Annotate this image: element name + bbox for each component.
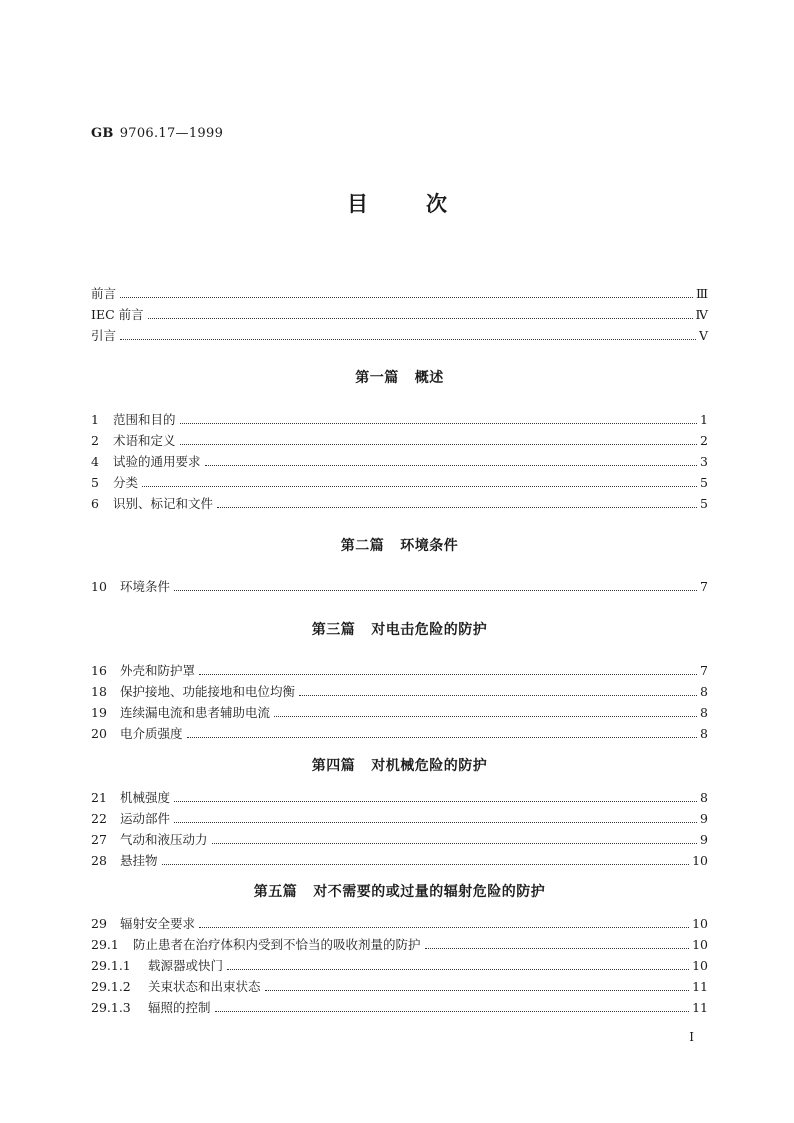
toc-entry[interactable] xyxy=(91,913,708,934)
toc-entry-number: 6 xyxy=(91,496,99,511)
leader-dots xyxy=(215,1011,690,1012)
standard-code xyxy=(91,126,223,141)
leader-dots xyxy=(274,716,697,717)
leader-dots xyxy=(162,864,690,865)
leader-dots xyxy=(174,822,697,823)
toc-entry-page: Ⅴ xyxy=(698,328,708,343)
leader-dots xyxy=(217,507,697,508)
toc-part-4 xyxy=(91,756,708,776)
toc-entry-label: 范围和目的 xyxy=(113,412,176,427)
toc-entry-page: 1 xyxy=(700,412,708,427)
toc-entry[interactable] xyxy=(91,955,708,976)
toc-entry[interactable] xyxy=(91,702,708,723)
toc-entry-page: 3 xyxy=(700,454,708,469)
toc-entry-page: 8 xyxy=(700,705,708,720)
toc-entry-label: IEC 前言 xyxy=(91,307,144,322)
toc-entry-label: 环境条件 xyxy=(120,579,171,594)
part-number: 第五篇 xyxy=(253,884,298,900)
part-name: 概述 xyxy=(414,370,444,386)
toc-entry-number: 19 xyxy=(91,705,107,720)
toc-entry[interactable] xyxy=(91,325,708,346)
toc-entry-page: 8 xyxy=(700,684,708,699)
toc-entry-number: 28 xyxy=(91,853,107,868)
toc-entry[interactable] xyxy=(91,304,708,325)
leader-dots xyxy=(187,737,697,738)
toc-entry-page: 7 xyxy=(700,579,708,594)
toc-entry-label: 机械强度 xyxy=(120,790,171,805)
toc-entry[interactable] xyxy=(91,723,708,744)
leader-dots xyxy=(425,948,690,949)
toc-entry-label: 辐射安全要求 xyxy=(120,916,196,931)
toc-entry-page: 9 xyxy=(700,811,708,826)
leader-dots xyxy=(180,444,697,445)
toc-entry-page: Ⅲ xyxy=(695,286,708,301)
toc-part-4-entries xyxy=(91,787,708,871)
toc-entry-label: 分类 xyxy=(113,475,139,490)
toc-entry-number: 29.1.1 xyxy=(91,958,131,973)
standard-number: 9706.17—1999 xyxy=(119,126,224,141)
toc-entry-label: 保护接地、功能接地和电位均衡 xyxy=(120,684,296,699)
leader-dots xyxy=(120,339,696,340)
toc-entry-number: 4 xyxy=(91,454,99,469)
toc-entry-label: 关束状态和出束状态 xyxy=(148,979,261,994)
toc-entry[interactable] xyxy=(91,283,708,304)
toc-entry-number: 16 xyxy=(91,663,107,678)
toc-entry-label: 气动和液压动力 xyxy=(120,832,208,847)
part-heading xyxy=(91,756,708,776)
leader-dots xyxy=(212,843,697,844)
toc-entry-number: 21 xyxy=(91,790,107,805)
toc-entry-label: 电介质强度 xyxy=(120,726,183,741)
toc-entry-label: 外壳和防护罩 xyxy=(120,663,196,678)
toc-entry[interactable] xyxy=(91,829,708,850)
toc-entry-page: 2 xyxy=(700,433,708,448)
toc-entry-number: 18 xyxy=(91,684,107,699)
leader-dots xyxy=(265,990,690,991)
toc-entry-number: 29.1.2 xyxy=(91,979,131,994)
toc-entry-label: 试验的通用要求 xyxy=(113,454,201,469)
toc-entry[interactable] xyxy=(91,493,708,514)
part-heading xyxy=(91,620,708,640)
part-heading xyxy=(91,882,708,902)
toc-entry-page: 10 xyxy=(692,958,708,973)
leader-dots xyxy=(174,590,697,591)
toc-entry-number: 22 xyxy=(91,811,107,826)
toc-entry-label: 载源器或快门 xyxy=(148,958,224,973)
toc-part-3 xyxy=(91,620,708,640)
toc-part-5 xyxy=(91,882,708,902)
toc-part-3-entries xyxy=(91,660,708,744)
toc-entry-number: 1 xyxy=(91,412,99,427)
part-name: 对机械危险的防护 xyxy=(371,758,488,774)
leader-dots xyxy=(199,927,689,928)
toc-entry[interactable] xyxy=(91,997,708,1018)
part-heading xyxy=(91,368,708,388)
toc-entry-label: 前言 xyxy=(91,286,117,301)
part-number: 第一篇 xyxy=(355,370,399,386)
leader-dots xyxy=(174,801,697,802)
toc-entry-number: 2 xyxy=(91,433,99,448)
toc-entry[interactable] xyxy=(91,850,708,871)
toc-entry-page: 10 xyxy=(692,937,708,952)
leader-dots xyxy=(120,297,693,298)
toc-entry-page: 10 xyxy=(692,916,708,931)
toc-entry-page: 8 xyxy=(700,790,708,805)
toc-entry[interactable] xyxy=(91,451,708,472)
toc-entry-number: 5 xyxy=(91,475,99,490)
toc-entry[interactable] xyxy=(91,660,708,681)
toc-entry[interactable] xyxy=(91,808,708,829)
toc-entry-page: 9 xyxy=(700,832,708,847)
toc-entry-label: 连续漏电流和患者辅助电流 xyxy=(120,705,271,720)
toc-entry-number: 29.1.3 xyxy=(91,1000,131,1015)
part-name: 对不需要的或过量的辐射危险的防护 xyxy=(313,884,546,900)
leader-dots xyxy=(299,695,697,696)
toc-entry[interactable] xyxy=(91,576,708,597)
toc-entry-page: 11 xyxy=(692,1000,708,1015)
toc-part-5-entries xyxy=(91,913,708,1018)
part-heading xyxy=(91,536,708,556)
toc-entry[interactable] xyxy=(91,934,708,955)
toc-front-matter xyxy=(91,283,708,346)
part-name: 对电击危险的防护 xyxy=(371,622,488,638)
toc-entry-page: 11 xyxy=(692,979,708,994)
toc-entry-label: 识别、标记和文件 xyxy=(113,496,214,511)
toc-part-2-entries xyxy=(91,576,708,597)
toc-entry-page: Ⅳ xyxy=(695,307,708,322)
toc-part-1 xyxy=(91,368,708,388)
toc-entry-label: 运动部件 xyxy=(120,811,171,826)
toc-entry-number: 10 xyxy=(91,579,107,594)
toc-entry-number: 27 xyxy=(91,832,107,847)
toc-entry-number: 20 xyxy=(91,726,107,741)
part-number: 第四篇 xyxy=(311,758,356,774)
part-number: 第三篇 xyxy=(311,622,356,638)
leader-dots xyxy=(199,674,697,675)
toc-entry-page: 8 xyxy=(700,726,708,741)
toc-part-2 xyxy=(91,536,708,556)
toc-entry-label: 防止患者在治疗体积内受到不恰当的吸收剂量的防护 xyxy=(133,937,421,952)
toc-entry[interactable] xyxy=(91,409,708,430)
toc-entry[interactable] xyxy=(91,681,708,702)
toc-entry-page: 5 xyxy=(700,475,708,490)
leader-dots xyxy=(180,423,697,424)
toc-entry-page: 7 xyxy=(700,663,708,678)
leader-dots xyxy=(205,465,697,466)
leader-dots xyxy=(227,969,689,970)
toc-entry-number: 29.1 xyxy=(91,937,119,952)
page-number: Ⅰ xyxy=(689,1030,694,1044)
part-number: 第二篇 xyxy=(340,538,385,554)
toc-entry[interactable] xyxy=(91,787,708,808)
leader-dots xyxy=(142,486,697,487)
toc-entry-label: 悬挂物 xyxy=(120,853,158,868)
toc-entry-label: 辐照的控制 xyxy=(148,1000,211,1015)
toc-entry-page: 10 xyxy=(692,853,708,868)
toc-part-1-entries xyxy=(91,409,708,514)
toc-entry[interactable] xyxy=(91,430,708,451)
toc-entry-label: 术语和定义 xyxy=(113,433,176,448)
toc-entry-label: 引言 xyxy=(91,328,117,343)
toc-entry[interactable] xyxy=(91,472,708,493)
toc-entry[interactable] xyxy=(91,976,708,997)
leader-dots xyxy=(148,318,693,319)
standard-prefix: GB xyxy=(91,126,114,141)
toc-entry-page: 5 xyxy=(700,496,708,511)
toc-entry-number: 29 xyxy=(91,916,107,931)
part-name: 环境条件 xyxy=(400,538,459,554)
page-title: 目次 xyxy=(347,192,505,216)
